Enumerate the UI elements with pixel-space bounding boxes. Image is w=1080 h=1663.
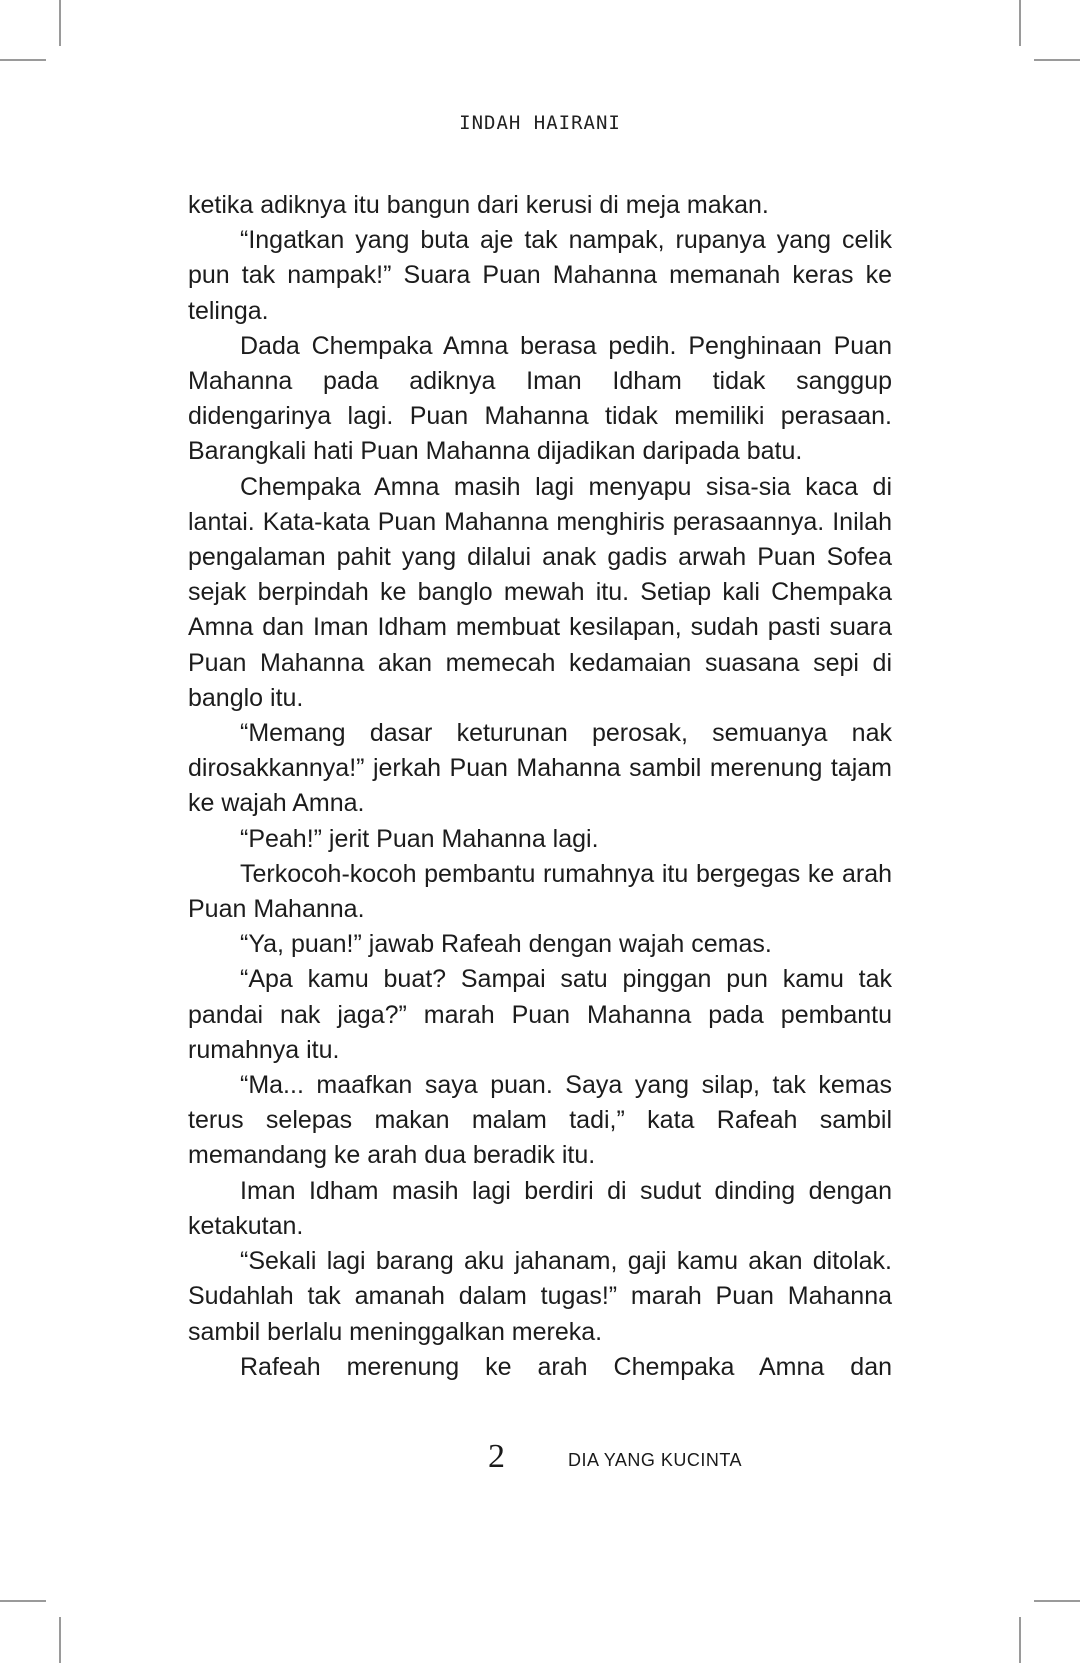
crop-mark-bottom-left [0,1600,46,1602]
paragraph: ketika adiknya itu bangun dari kerusi di meja makan. [188,191,769,219]
paragraph: Chempaka Amna masih lagi menyapu sisa-sia kaca di lantai. Kata-kata Puan Mahanna menghiris perasaannya. Inilah pengalaman pahit yang dilalui anak gadis arwah Puan Sofea sejak berpindah ke banglo mewah itu. Setiap kali Chempaka Amna dan Iman Idham membuat kesilapan, sudah pasti suara Puan Mahanna akan memecah kedamaian suasana sepi di banglo itu. [188,472,892,712]
paragraph: “Memang dasar keturunan perosak, semuanya nak dirosakkannya!” jerkah Puan Mahanna sambil merenung tajam ke wajah Amna. [188,719,892,818]
paragraph: “Ingatkan yang buta aje tak nampak, rupanya yang celik pun tak nampak!” Suara Puan Mahanna memanah keras ke telinga. [188,226,892,325]
page-footer [0,1438,1080,1482]
paragraph: Iman Idham masih lagi berdiri di sudut dinding dengan ketakutan. [188,1176,892,1240]
paragraph: Rafeah merenung ke arah Chempaka Amna dan [240,1352,892,1381]
crop-mark-bottom-right [1019,1617,1021,1663]
body-text [188,188,892,1385]
paragraph: Terkocoh-kocoh pembantu rumahnya itu bergegas ke arah Puan Mahanna. [188,859,892,924]
crop-mark-bottom-right [1034,1600,1080,1602]
book-title: DIA YANG KUCINTA [568,1450,743,1470]
paragraph: “Ma... maafkan saya puan. Saya yang silap, tak kemas terus selepas makan malam tadi,” kata Rafeah sambil memandang ke arah dua beradik itu. [188,1071,892,1170]
crop-mark-bottom-left [59,1617,61,1663]
page-number: 2 [488,1438,505,1475]
paragraph: “Ya, puan!” jawab Rafeah dengan wajah cemas. [240,930,772,959]
running-head-author: INDAH HAIRANI [459,112,621,134]
crop-mark-top-right [1034,59,1080,61]
crop-mark-top-right [1019,0,1021,46]
crop-mark-top-left [0,59,46,61]
paragraph: “Peah!” jerit Puan Mahanna lagi. [240,824,599,853]
paragraph: “Sekali lagi barang aku jahanam, gaji kamu akan ditolak. Sudahlah tak amanah dalam tugas!” marah Puan Mahanna sambil berlalu meninggalkan mereka. [188,1247,892,1346]
paragraph: Dada Chempaka Amna berasa pedih. Penghinaan Puan Mahanna pada adiknya Iman Idham tidak sanggup didengarinya lagi. Puan Mahanna tidak memiliki perasaan. Barangkali hati Puan Mahanna dijadikan daripada batu. [188,331,892,466]
crop-mark-top-left [59,0,61,46]
paragraph: “Apa kamu buat? Sampai satu pinggan pun kamu tak pandai nak jaga?” marah Puan Mahanna pada pembantu rumahnya itu. [188,965,892,1064]
